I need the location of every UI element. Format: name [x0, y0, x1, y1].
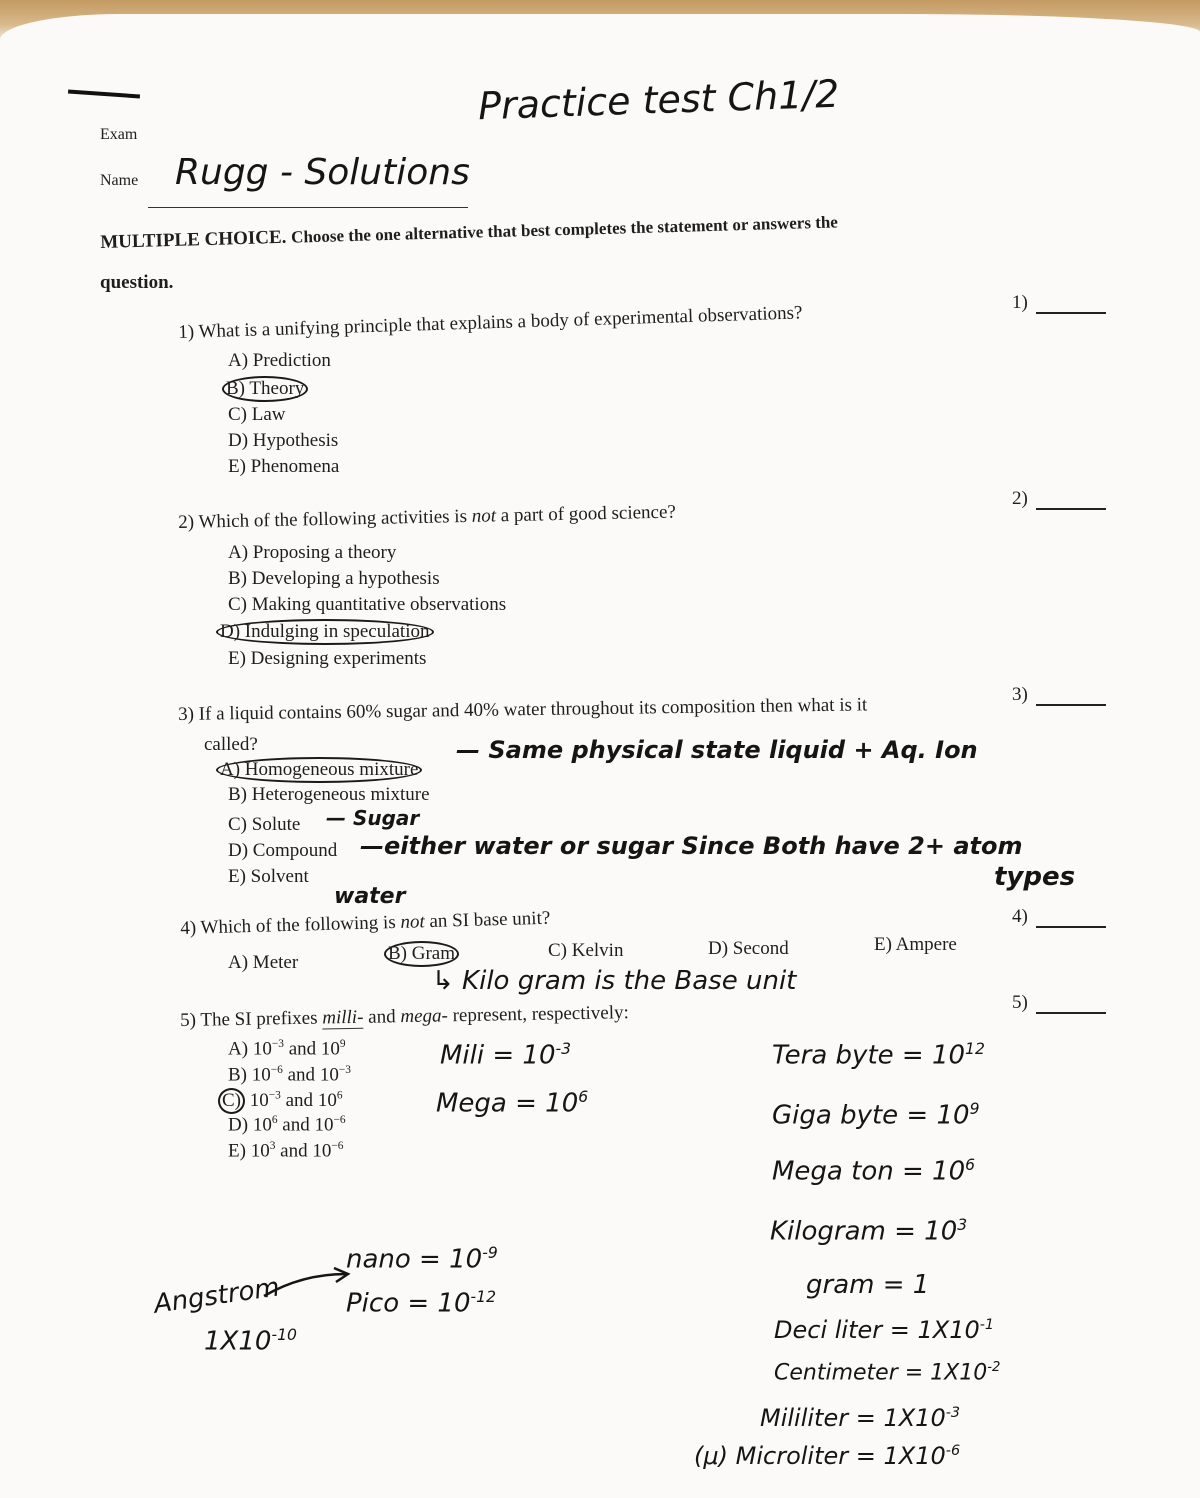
- q2-option-b: B) Developing a hypothesis: [228, 568, 440, 589]
- note-text: Deci liter = 1X10: [774, 1316, 980, 1344]
- prefix-micro: [694, 1442, 960, 1470]
- option-exponent: −6: [331, 1140, 344, 1152]
- option-text: B) Theory: [226, 378, 305, 399]
- note-text: (μ) Microliter = 1X10: [694, 1442, 946, 1470]
- q5-option-c-selected: [218, 1088, 343, 1114]
- prompt-text: 2) Which of the following activities is: [178, 505, 472, 533]
- prompt-text: and: [363, 1006, 401, 1028]
- q5-option-d: [228, 1114, 346, 1136]
- option-value: 10: [252, 1114, 272, 1136]
- prefix-mega: [772, 1156, 975, 1187]
- option-letter: D): [228, 1114, 249, 1136]
- note-exponent: -2: [987, 1360, 1001, 1375]
- note-q3-compound-2: types: [994, 862, 1076, 892]
- note-exponent: -6: [945, 1443, 961, 1459]
- prefix-gram: [806, 1270, 929, 1300]
- note-text: gram = 1: [806, 1270, 930, 1300]
- note-q3-solvent: water: [334, 884, 406, 909]
- note-q3-homogeneous: — Same physical state liquid + Aq. Ion: [456, 736, 978, 764]
- selected-circle: [222, 376, 308, 402]
- option-letter: C): [222, 1090, 241, 1111]
- option-letter: E): [228, 1140, 246, 1162]
- option-exponent: 6: [336, 1089, 343, 1102]
- answer-slot-5[interactable]: [1012, 992, 1106, 1014]
- note-q3-compound: —either water or sugar Since Both have 2+ atom: [360, 832, 1023, 860]
- note-q5-milli: [440, 1040, 571, 1071]
- option-value: 10: [319, 1064, 339, 1086]
- note-exponent: -3: [945, 1405, 961, 1421]
- instructions-text: Choose the one alternative that best completes the statement or answers the: [290, 212, 839, 247]
- q2-option-a: A) Proposing a theory: [228, 542, 397, 563]
- option-value: 10: [251, 1064, 271, 1086]
- note-q4-kilogram: ↳ Kilo gram is the Base unit: [432, 966, 797, 996]
- option-value: 10: [250, 1140, 270, 1162]
- option-value: 10: [320, 1038, 340, 1060]
- q1-option-b-selected: [222, 376, 308, 402]
- answer-blank[interactable]: [1036, 926, 1106, 928]
- answer-slot-1[interactable]: [1012, 292, 1106, 314]
- q4-option-a: A) Meter: [228, 952, 299, 973]
- note-text: Mega ton = 10: [772, 1156, 966, 1187]
- answer-blank[interactable]: [1036, 508, 1106, 510]
- question-3-prompt-2: called?: [204, 734, 258, 755]
- option-value: 10: [249, 1090, 269, 1111]
- option-exponent: 9: [339, 1038, 346, 1050]
- answer-blank[interactable]: [1036, 704, 1106, 706]
- note-text: Pico = 10: [346, 1288, 471, 1319]
- q1-option-a: A) Prediction: [228, 350, 331, 371]
- q4-option-c: C) Kelvin: [548, 940, 624, 961]
- exam-label: Exam: [100, 126, 138, 143]
- note-exponent: -12: [470, 1288, 496, 1306]
- answer-slot-label: 2): [1012, 488, 1028, 509]
- note-exponent: 9: [969, 1100, 980, 1118]
- selected-circle: [216, 619, 434, 645]
- option-exponent: 3: [269, 1140, 276, 1152]
- q3-option-d: D) Compound: [228, 840, 338, 861]
- q5-option-b: [228, 1064, 351, 1086]
- note-exponent: -9: [482, 1244, 498, 1262]
- option-text: D) Indulging in speculation: [220, 621, 430, 642]
- q5-option-a: [228, 1038, 346, 1060]
- prompt-text: a part of good science?: [495, 501, 677, 527]
- q2-option-c: C) Making quantitative observations: [228, 594, 507, 615]
- answer-blank[interactable]: [1036, 312, 1106, 314]
- selected-circle: [216, 757, 422, 783]
- note-q3-solute: — Sugar: [326, 806, 420, 830]
- prompt-text: an SI base unit?: [424, 907, 551, 933]
- answer-slot-label: 3): [1012, 684, 1028, 705]
- note-nano: [346, 1244, 498, 1275]
- handwritten-title: Practice test Ch1/2: [477, 71, 841, 129]
- note-exponent: -10: [271, 1326, 297, 1344]
- note-text: Giga byte = 10: [772, 1100, 970, 1131]
- prefix-milli: [760, 1404, 960, 1432]
- q4-option-d: D) Second: [708, 938, 789, 959]
- q3-option-b: B) Heterogeneous mixture: [228, 784, 430, 805]
- question-1-prompt: 1) What is a unifying principle that explains a body of experimental observations?: [178, 302, 803, 343]
- option-letter: B): [228, 1064, 247, 1086]
- option-exponent: −3: [268, 1089, 281, 1102]
- q5-option-e: [228, 1140, 343, 1162]
- answer-slot-label: 1): [1012, 292, 1028, 313]
- prefix-tera: [772, 1040, 985, 1071]
- option-letter: A): [228, 1038, 249, 1060]
- answer-blank[interactable]: [1036, 1012, 1106, 1014]
- note-text: Centimeter = 1X10: [774, 1360, 988, 1386]
- q4-option-e: E) Ampere: [874, 934, 957, 955]
- note-exponent: 3: [957, 1216, 968, 1234]
- prompt-emphasis: not: [400, 911, 426, 933]
- option-value: 10: [252, 1038, 272, 1060]
- note-text: Mega = 10: [436, 1088, 579, 1119]
- option-value: 10: [312, 1140, 332, 1162]
- option-value: 10: [317, 1090, 337, 1111]
- note-exponent: 6: [965, 1156, 976, 1174]
- option-exponent: −3: [271, 1038, 284, 1050]
- arrow-icon: [262, 1266, 352, 1302]
- option-value: 10: [314, 1114, 334, 1136]
- option-exponent: −6: [270, 1064, 283, 1076]
- note-exponent: 6: [578, 1088, 589, 1106]
- q3-option-a-selected: [216, 757, 422, 783]
- option-text: B) Gram: [388, 943, 456, 964]
- instructions-heading: MULTIPLE CHOICE.: [100, 226, 287, 253]
- note-exponent: 12: [965, 1040, 985, 1058]
- prefix-giga: [772, 1100, 979, 1131]
- note-text: Kilogram = 10: [770, 1216, 958, 1247]
- answer-slot-label: 5): [1012, 992, 1028, 1013]
- note-text: nano = 10: [346, 1244, 483, 1275]
- prompt-text: 4) Which of the following is: [180, 911, 401, 939]
- selected-circle: [384, 941, 459, 967]
- answer-slot-2[interactable]: [1012, 488, 1106, 510]
- question-3-prompt: 3) If a liquid contains 60% sugar and 40% water throughout its composition then what is it: [178, 694, 868, 725]
- answer-slot-label: 4): [1012, 906, 1028, 927]
- note-pico: [346, 1288, 496, 1319]
- note-angstrom: Angstrom: [152, 1272, 282, 1320]
- q1-option-c: C) Law: [228, 404, 286, 425]
- prompt-text: represent, respectively:: [447, 1002, 629, 1027]
- option-exponent: −6: [333, 1114, 346, 1126]
- prefix-centi: [774, 1360, 1000, 1385]
- option-and: and: [283, 1038, 321, 1060]
- answer-slot-4[interactable]: [1012, 906, 1106, 928]
- handwritten-name: Rugg - Solutions: [175, 152, 470, 193]
- selected-circle: [218, 1088, 245, 1114]
- q2-option-d-selected: [216, 619, 434, 645]
- prompt-text: 5) The SI prefixes: [180, 1007, 323, 1031]
- answer-slot-3[interactable]: [1012, 684, 1106, 706]
- name-label: Name: [100, 172, 139, 189]
- q1-option-e: E) Phenomena: [228, 456, 340, 477]
- note-q5-mega: [436, 1088, 588, 1119]
- q2-option-e: E) Designing experiments: [228, 648, 427, 669]
- prefix-kilo: [770, 1216, 967, 1247]
- instructions-text-2: question.: [100, 272, 174, 293]
- prompt-emphasis: mega-: [400, 1005, 449, 1028]
- note-text: Mili = 10: [440, 1040, 556, 1071]
- note-exponent: -1: [979, 1317, 995, 1333]
- note-exponent: -3: [555, 1040, 572, 1058]
- note-text: Mililiter = 1X10: [760, 1404, 946, 1432]
- q4-option-b-selected: [384, 941, 459, 967]
- option-and: and: [277, 1114, 315, 1136]
- q1-option-d: D) Hypothesis: [228, 430, 339, 451]
- option-exponent: −3: [338, 1064, 351, 1076]
- prompt-emphasis: milli-: [322, 1006, 364, 1029]
- option-exponent: 6: [271, 1114, 278, 1126]
- q3-option-e: E) Solvent: [228, 866, 309, 887]
- note-text: 1X10: [204, 1326, 272, 1357]
- prefix-deci: [774, 1316, 994, 1344]
- option-and: and: [275, 1140, 313, 1162]
- option-and: and: [280, 1090, 318, 1111]
- option-text: A) Homogeneous mixture: [220, 759, 419, 780]
- name-underline: [148, 207, 468, 208]
- option-and: and: [282, 1064, 320, 1086]
- note-text: Tera byte = 10: [772, 1040, 966, 1071]
- prompt-emphasis: not: [471, 505, 497, 527]
- q3-option-c: C) Solute: [228, 814, 301, 835]
- note-angstrom-value: [204, 1326, 297, 1357]
